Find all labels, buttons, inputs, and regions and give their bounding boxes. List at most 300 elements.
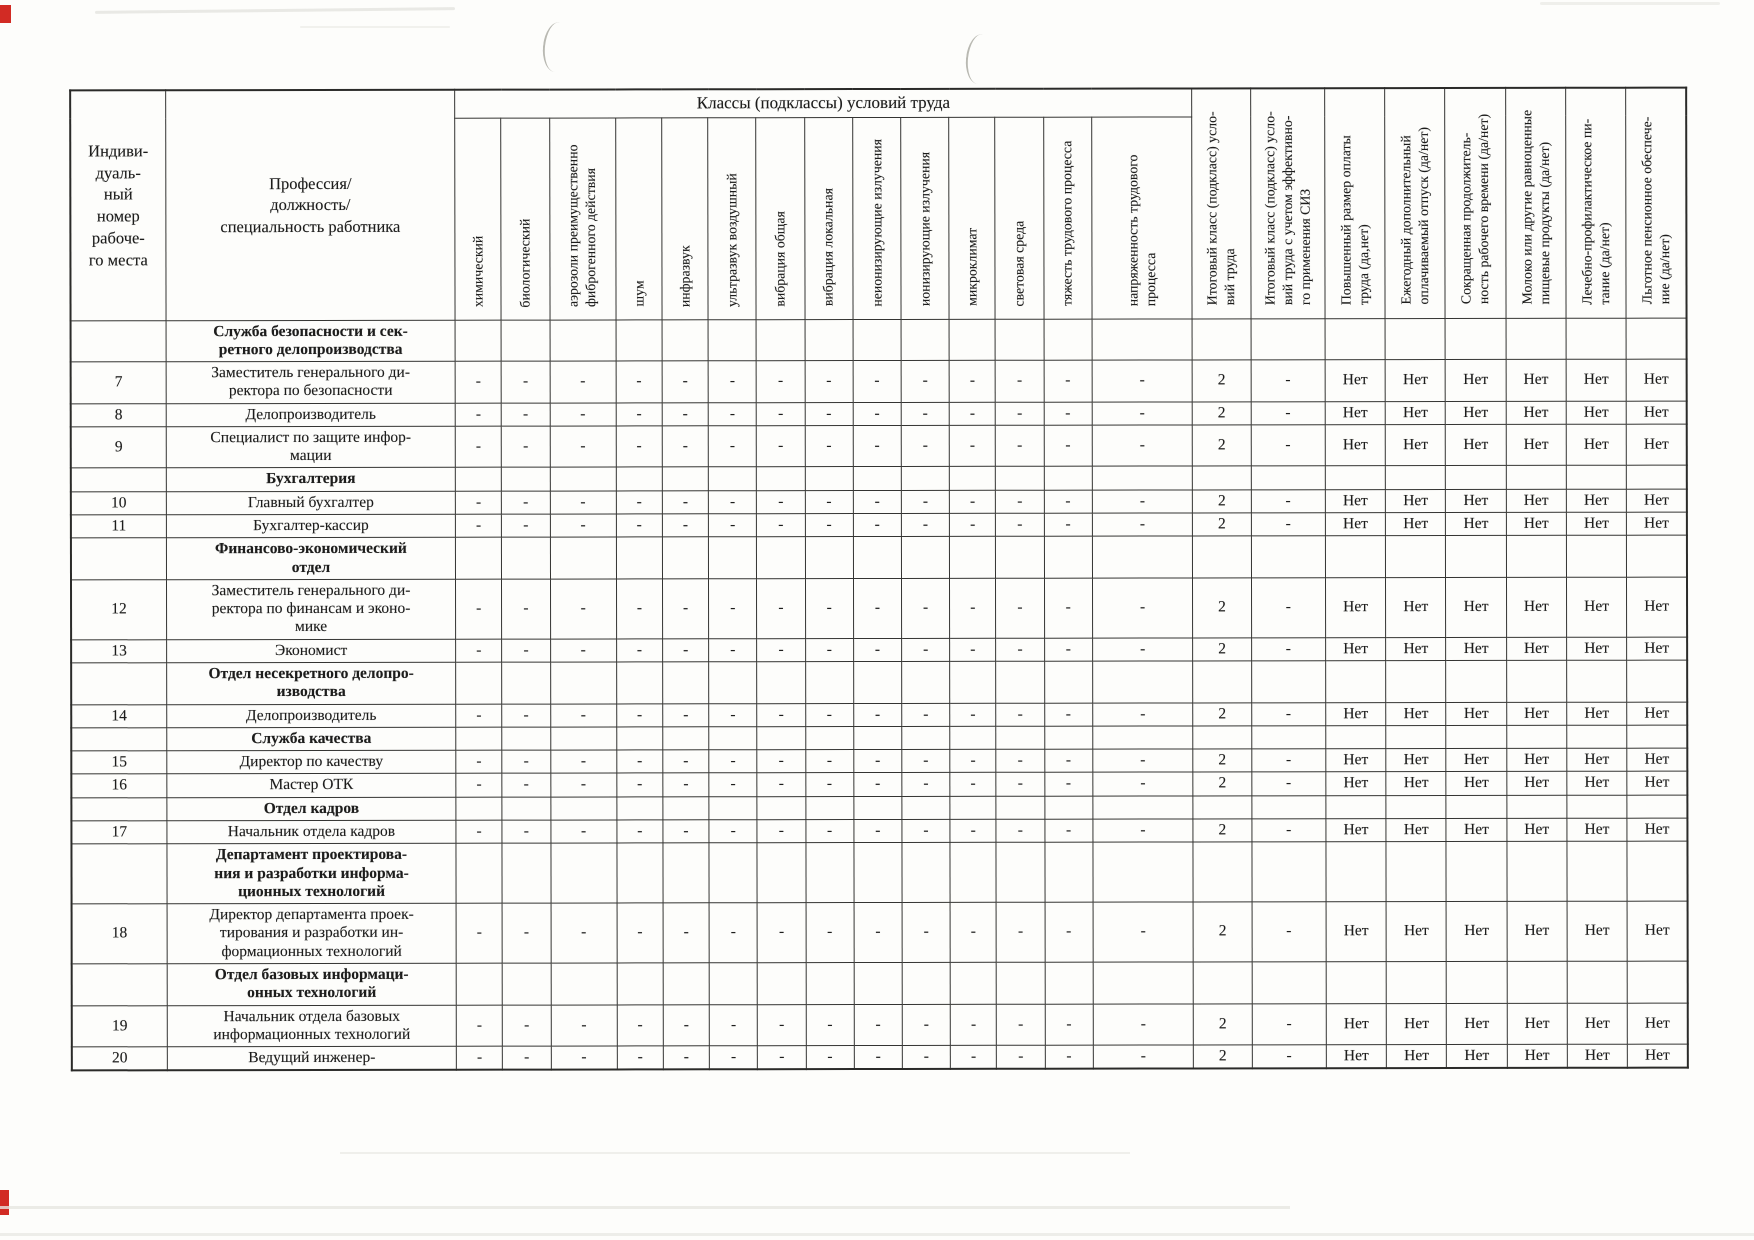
header-final-class-siz-label: Итоговый класс (подкласс) усло- вий труда с учетом эффективно- го применения СИЗ	[1261, 110, 1313, 305]
factor-class-cell	[456, 963, 502, 1005]
factor-class-cell	[996, 796, 1044, 819]
benefit-cell: Нет	[1447, 1003, 1507, 1045]
table-row	[71, 771, 1687, 797]
section-title-cell: Служба безопасности и сек- ретного делопроизводства	[166, 320, 455, 362]
factor-class-cell	[616, 467, 662, 490]
benefit-cell: Нет	[1566, 401, 1626, 424]
benefit-cell: Нет	[1627, 748, 1687, 771]
factor-class-cell	[995, 319, 1043, 361]
factor-class-cell: -	[805, 638, 853, 661]
factor-class-cell: -	[805, 703, 853, 726]
factor-class-cell	[709, 662, 757, 704]
final-class-siz-cell: -	[1251, 578, 1325, 638]
profession-cell: Заместитель генерального ди- ректора по безопасности	[166, 361, 455, 403]
factor-class-cell: -	[854, 773, 902, 796]
scan-fold-line	[340, 1152, 1130, 1154]
factor-class-cell: -	[950, 638, 996, 661]
benefit-cell	[1386, 661, 1446, 703]
factor-class-cell: -	[996, 703, 1044, 726]
benefit-cell	[1627, 535, 1687, 577]
factor-class-cell: -	[616, 579, 662, 639]
profession-cell: Бухгалтер-кассир	[166, 514, 455, 538]
factor-class-cell: -	[806, 1004, 854, 1046]
factor-class-cell: -	[456, 820, 502, 843]
benefit-cell: Нет	[1567, 1044, 1627, 1068]
factor-class-cell: -	[901, 402, 949, 425]
benefit-cell: Нет	[1326, 1045, 1386, 1069]
header-reduced-hours-label: Сокращенная продолжитель- ность рабочего времени (да/нет)	[1458, 114, 1492, 305]
benefit-cell	[1507, 795, 1567, 818]
factor-class-cell: -	[1093, 1003, 1194, 1045]
benefit-cell: Нет	[1446, 512, 1506, 535]
factor-class-cell	[902, 796, 950, 819]
benefit-cell: Нет	[1446, 637, 1506, 660]
factor-class-cell	[805, 796, 853, 819]
factor-class-cell	[805, 662, 853, 704]
factor-class-cell: -	[455, 403, 501, 426]
benefit-cell	[1326, 661, 1386, 703]
workplace-number-cell: 9	[71, 427, 166, 469]
profession-cell: Заместитель генерального ди- ректора по финансам и эконо- мике	[166, 579, 455, 639]
factor-class-cell	[950, 661, 996, 703]
factor-class-cell: -	[854, 819, 902, 842]
factor-class-cell: -	[995, 360, 1043, 402]
profession-cell: Делопроизводитель	[166, 403, 455, 427]
final-class-cell	[1193, 536, 1251, 578]
factor-label: химический	[470, 235, 486, 308]
profession-cell: Делопроизводитель	[167, 704, 456, 728]
working-conditions-table	[69, 87, 1689, 1072]
section-title-cell: Отдел базовых информаци- онных технологий	[167, 963, 456, 1005]
factor-class-cell	[708, 467, 756, 490]
factor-class-cell	[997, 962, 1045, 1004]
factor-class-cell	[617, 963, 663, 1005]
benefit-cell	[1446, 725, 1506, 748]
factor-class-cell: -	[708, 402, 756, 425]
table-row	[71, 577, 1687, 640]
factor-class-cell	[902, 661, 950, 703]
factor-class-cell: -	[616, 639, 662, 662]
factor-class-cell: -	[902, 773, 950, 796]
factor-label: шум	[631, 280, 647, 307]
header-milk-products	[1505, 88, 1566, 318]
profession-cell: Ведущий инженер-	[167, 1046, 456, 1070]
benefit-cell: Нет	[1326, 1003, 1386, 1045]
final-class-cell: 2	[1193, 702, 1251, 725]
factor-class-cell: -	[757, 426, 805, 468]
benefit-cell	[1386, 536, 1446, 578]
factor-class-cell: -	[805, 490, 853, 513]
factor-class-cell	[616, 319, 662, 361]
factor-class-cell: -	[709, 903, 757, 963]
workplace-number-cell: 17	[71, 821, 166, 844]
factor-class-cell: -	[663, 1046, 709, 1070]
punch-hole-mark	[540, 21, 573, 74]
factor-class-cell: -	[456, 774, 502, 797]
final-class-cell	[1193, 466, 1251, 489]
factor-class-cell: -	[550, 514, 616, 537]
factor-class-cell: -	[854, 903, 902, 963]
factor-label: биологический	[517, 218, 533, 308]
benefit-cell: Нет	[1507, 1044, 1567, 1068]
factor-class-cell: -	[456, 579, 502, 639]
factor-class-cell: -	[757, 750, 805, 773]
benefit-cell: Нет	[1627, 702, 1687, 725]
section-row	[71, 795, 1687, 821]
factor-class-cell	[550, 467, 616, 490]
factor-class-cell	[456, 797, 502, 820]
benefit-cell	[1386, 842, 1446, 902]
factor-class-cell: -	[757, 402, 805, 425]
benefit-cell: Нет	[1627, 1003, 1687, 1045]
final-class-siz-cell	[1251, 726, 1325, 749]
factor-class-cell: -	[1044, 638, 1092, 661]
benefit-cell: Нет	[1507, 1003, 1567, 1045]
factor-class-cell	[1092, 536, 1193, 578]
workplace-number-cell	[71, 728, 166, 751]
factor-class-cell	[502, 843, 550, 903]
factor-class-cell: -	[550, 403, 616, 426]
factor-class-cell: -	[502, 704, 550, 727]
section-row	[71, 318, 1687, 362]
final-class-siz-cell: -	[1251, 749, 1325, 772]
benefit-cell: Нет	[1506, 637, 1566, 660]
header-additional-leave	[1385, 88, 1446, 318]
header-factor-nonionizing	[852, 117, 901, 319]
workplace-number-cell	[71, 538, 166, 580]
factor-class-cell: -	[709, 820, 757, 843]
final-class-siz-cell	[1251, 536, 1325, 578]
workplace-number-cell: 11	[71, 515, 166, 538]
factor-class-cell: -	[617, 773, 663, 796]
benefit-cell: Нет	[1326, 819, 1386, 842]
factor-class-cell	[1092, 318, 1193, 360]
workplace-number-cell: 8	[71, 403, 166, 426]
factor-class-cell	[663, 796, 709, 819]
factor-class-cell: -	[456, 750, 502, 773]
profession-cell: Начальник отдела базовых информационных технологий	[167, 1005, 456, 1047]
factor-class-cell: -	[949, 402, 995, 425]
factor-class-cell: -	[996, 402, 1044, 425]
benefit-cell: Нет	[1446, 489, 1506, 512]
scan-fold-line	[0, 1206, 1290, 1209]
factor-class-cell: -	[663, 903, 709, 963]
factor-class-cell: -	[662, 426, 708, 468]
factor-class-cell	[805, 726, 853, 749]
factor-class-cell: -	[806, 1046, 854, 1070]
factor-class-cell	[709, 963, 757, 1005]
factor-class-cell: -	[902, 750, 950, 773]
benefit-cell: Нет	[1386, 489, 1446, 512]
table-row	[71, 748, 1687, 774]
factor-class-cell	[1044, 796, 1092, 819]
scan-streak	[95, 7, 455, 14]
benefit-cell: Нет	[1626, 424, 1686, 466]
scan-streak	[1540, 2, 1720, 5]
factor-class-cell	[757, 726, 805, 749]
factor-class-cell: -	[805, 773, 853, 796]
factor-class-cell: -	[854, 1004, 902, 1046]
section-row	[71, 535, 1687, 579]
factor-class-cell: -	[950, 1045, 996, 1069]
table-row	[71, 489, 1687, 515]
benefit-cell	[1326, 725, 1386, 748]
factor-label: ультразвук воздушный	[724, 172, 740, 307]
factor-class-cell	[853, 319, 901, 361]
factor-class-cell: -	[1044, 513, 1092, 536]
benefit-cell: Нет	[1446, 424, 1506, 466]
red-scan-mark-top	[0, 5, 11, 23]
profession-cell: Главный бухгалтер	[166, 491, 455, 515]
factor-class-cell: -	[663, 639, 709, 662]
final-class-siz-cell: -	[1252, 902, 1326, 962]
factor-class-cell: -	[757, 773, 805, 796]
factor-class-cell: -	[853, 425, 901, 467]
factor-class-cell	[502, 963, 550, 1005]
section-row	[71, 466, 1687, 492]
table-row	[72, 1003, 1688, 1047]
benefit-cell: Нет	[1385, 401, 1445, 424]
benefit-cell	[1506, 466, 1566, 489]
factor-class-cell	[853, 467, 901, 490]
factor-class-cell: -	[1045, 1004, 1093, 1046]
factor-class-cell: -	[902, 1004, 950, 1046]
factor-class-cell	[662, 467, 708, 490]
header-factor-general-vibration	[756, 117, 805, 319]
benefit-cell	[1567, 660, 1627, 702]
factor-class-cell	[901, 467, 949, 490]
factor-label: световая среда	[1011, 220, 1027, 307]
factor-label: ионизирующие излучения	[916, 152, 933, 307]
final-class-cell	[1193, 796, 1251, 819]
factor-class-cell	[996, 726, 1044, 749]
benefit-cell: Нет	[1446, 401, 1506, 424]
page-edge-line	[0, 1233, 1754, 1236]
table-body	[71, 318, 1688, 1071]
final-class-cell: 2	[1193, 425, 1251, 467]
factor-class-cell: -	[854, 750, 902, 773]
factor-class-cell: -	[616, 491, 662, 514]
profession-cell: Директор департамента проек- тирования и разработки ин- формационных технологий	[167, 903, 456, 963]
factor-class-cell	[805, 537, 853, 579]
benefit-cell: Нет	[1567, 1003, 1627, 1045]
factor-class-cell: -	[853, 402, 901, 425]
factor-class-cell: -	[757, 579, 805, 639]
factor-class-cell: -	[617, 903, 663, 963]
factor-class-cell	[950, 537, 996, 579]
benefit-cell	[1326, 842, 1386, 902]
factor-class-cell: -	[997, 1004, 1045, 1046]
factor-class-cell: -	[456, 1005, 502, 1047]
factor-class-cell: -	[709, 1046, 757, 1070]
header-factor-infrasound	[662, 117, 709, 319]
factor-class-cell: -	[950, 819, 996, 842]
benefit-cell: Нет	[1567, 702, 1627, 725]
benefit-cell	[1627, 725, 1687, 748]
benefit-cell	[1567, 725, 1627, 748]
factor-class-cell	[617, 797, 663, 820]
section-row	[71, 725, 1687, 751]
benefit-cell	[1326, 795, 1386, 818]
factor-class-cell	[901, 319, 949, 361]
factor-class-cell: -	[996, 773, 1044, 796]
factor-class-cell	[617, 843, 663, 903]
section-title-cell: Департамент проектирова- ния и разработки информа- ционных технологий	[167, 843, 456, 903]
factor-class-cell	[1045, 842, 1093, 902]
benefit-cell	[1566, 536, 1626, 578]
profession-cell: Директор по качеству	[167, 750, 456, 774]
factor-class-cell: -	[1092, 425, 1193, 467]
workplace-number-cell: 12	[71, 580, 166, 640]
section-title-cell: Финансово-экономический отдел	[166, 538, 455, 580]
header-increased-pay	[1325, 88, 1386, 318]
benefit-cell: Нет	[1506, 772, 1566, 795]
benefit-cell	[1445, 318, 1505, 360]
factor-class-cell: -	[1092, 513, 1193, 536]
benefit-cell: Нет	[1446, 702, 1506, 725]
factor-class-cell	[663, 727, 709, 750]
factor-class-cell: -	[456, 903, 502, 963]
factor-class-cell: -	[617, 750, 663, 773]
factor-class-cell: -	[1044, 749, 1092, 772]
benefit-cell: Нет	[1627, 1044, 1687, 1068]
benefit-cell	[1567, 795, 1627, 818]
factor-class-cell: -	[616, 361, 662, 403]
factor-class-cell: -	[806, 903, 854, 963]
header-preventive-nutrition-label: Лечебно-профилактическое пи- тание (да/нет)	[1579, 118, 1613, 305]
factor-class-cell: -	[455, 426, 501, 468]
factor-class-cell	[456, 537, 502, 579]
factor-class-cell	[1092, 661, 1193, 703]
factor-class-cell	[1045, 962, 1093, 1004]
final-class-cell	[1193, 726, 1251, 749]
final-class-cell: 2	[1193, 772, 1251, 795]
final-class-cell	[1193, 661, 1251, 703]
benefit-cell	[1506, 725, 1566, 748]
table-row	[71, 401, 1687, 427]
factor-class-cell	[502, 662, 550, 704]
factor-class-cell: -	[756, 361, 804, 403]
benefit-cell: Нет	[1326, 772, 1386, 795]
table-row	[71, 424, 1687, 468]
benefit-cell: Нет	[1326, 902, 1386, 962]
header-preventive-nutrition	[1566, 88, 1627, 318]
final-class-siz-cell: -	[1251, 489, 1325, 512]
benefit-cell: Нет	[1386, 702, 1446, 725]
factor-label: вибрация общая	[772, 211, 788, 307]
factor-class-cell: -	[502, 579, 550, 639]
benefit-cell: Нет	[1325, 425, 1385, 467]
header-classes-banner: Классы (подклассы) условий труда	[455, 88, 1192, 117]
factor-class-cell	[1044, 319, 1092, 361]
factor-class-cell: -	[757, 903, 805, 963]
benefit-cell	[1446, 660, 1506, 702]
benefit-cell: Нет	[1566, 424, 1626, 466]
benefit-cell: Нет	[1386, 749, 1446, 772]
workplace-number-cell: 13	[71, 639, 166, 662]
factor-class-cell: -	[617, 1004, 663, 1046]
benefit-cell: Нет	[1566, 577, 1626, 637]
factor-class-cell: -	[502, 491, 550, 514]
final-class-siz-cell: -	[1251, 702, 1325, 725]
factor-class-cell: -	[708, 426, 756, 468]
factor-class-cell: -	[949, 425, 995, 467]
factor-class-cell: -	[455, 514, 501, 537]
benefit-cell	[1627, 961, 1687, 1003]
factor-class-cell: -	[550, 426, 616, 468]
factor-class-cell: -	[502, 426, 550, 468]
factor-class-cell	[996, 467, 1044, 490]
factor-class-cell	[854, 796, 902, 819]
factor-class-cell: -	[996, 425, 1044, 467]
factor-label: неионизирующие излучения	[868, 138, 885, 307]
benefit-cell	[1385, 318, 1445, 360]
benefit-cell: Нет	[1386, 772, 1446, 795]
factor-class-cell: -	[663, 773, 709, 796]
factor-class-cell	[902, 843, 950, 903]
benefit-cell: Нет	[1386, 577, 1446, 637]
factor-class-cell	[854, 843, 902, 903]
factor-class-cell: -	[709, 750, 757, 773]
factor-class-cell	[709, 843, 757, 903]
factor-class-cell: -	[551, 1046, 617, 1070]
benefit-cell: Нет	[1446, 749, 1506, 772]
factor-class-cell: -	[950, 703, 996, 726]
factor-class-cell: -	[950, 513, 996, 536]
benefit-cell	[1325, 466, 1385, 489]
benefit-cell	[1567, 961, 1627, 1003]
benefit-cell: Нет	[1447, 1044, 1507, 1068]
benefit-cell	[1447, 961, 1507, 1003]
factor-class-cell	[853, 537, 901, 579]
header-factor-microclimate	[949, 117, 996, 319]
benefit-cell: Нет	[1326, 702, 1386, 725]
factor-class-cell: -	[758, 1046, 806, 1070]
factor-class-cell	[1044, 536, 1092, 578]
final-class-siz-cell: -	[1252, 1045, 1326, 1069]
factor-label: тяжесть трудового процесса	[1059, 140, 1075, 307]
benefit-cell: Нет	[1627, 637, 1687, 660]
punch-hole-mark	[963, 33, 996, 86]
header-increased-pay-label: Повышенный размер оплаты труда (да,нет)	[1338, 134, 1372, 305]
factor-class-cell: -	[617, 820, 663, 843]
factor-class-cell: -	[996, 819, 1044, 842]
factor-class-cell: -	[662, 491, 708, 514]
benefit-cell: Нет	[1506, 748, 1566, 771]
factor-class-cell	[455, 468, 501, 491]
factor-class-cell: -	[1092, 402, 1193, 425]
factor-class-cell: -	[757, 514, 805, 537]
factor-class-cell	[1093, 726, 1194, 749]
header-workplace-number: Индиви- дуаль- ный номер рабоче- го места	[70, 90, 166, 320]
factor-class-cell	[663, 963, 709, 1005]
table-row	[71, 702, 1687, 728]
factor-class-cell	[756, 319, 804, 361]
profession-cell: Начальник отдела кадров	[167, 820, 456, 844]
factor-class-cell	[616, 537, 662, 579]
factor-class-cell	[1092, 466, 1193, 489]
factor-class-cell	[996, 661, 1044, 703]
profession-cell: Специалист по защите инфор- мации	[166, 426, 455, 468]
factor-class-cell: -	[853, 361, 901, 403]
final-class-cell: 2	[1193, 401, 1251, 424]
benefit-cell	[1506, 318, 1566, 360]
table-row	[71, 359, 1687, 403]
factor-class-cell: -	[709, 514, 757, 537]
factor-class-cell: -	[996, 490, 1044, 513]
factor-class-cell	[901, 537, 949, 579]
final-class-siz-cell: -	[1251, 513, 1325, 536]
